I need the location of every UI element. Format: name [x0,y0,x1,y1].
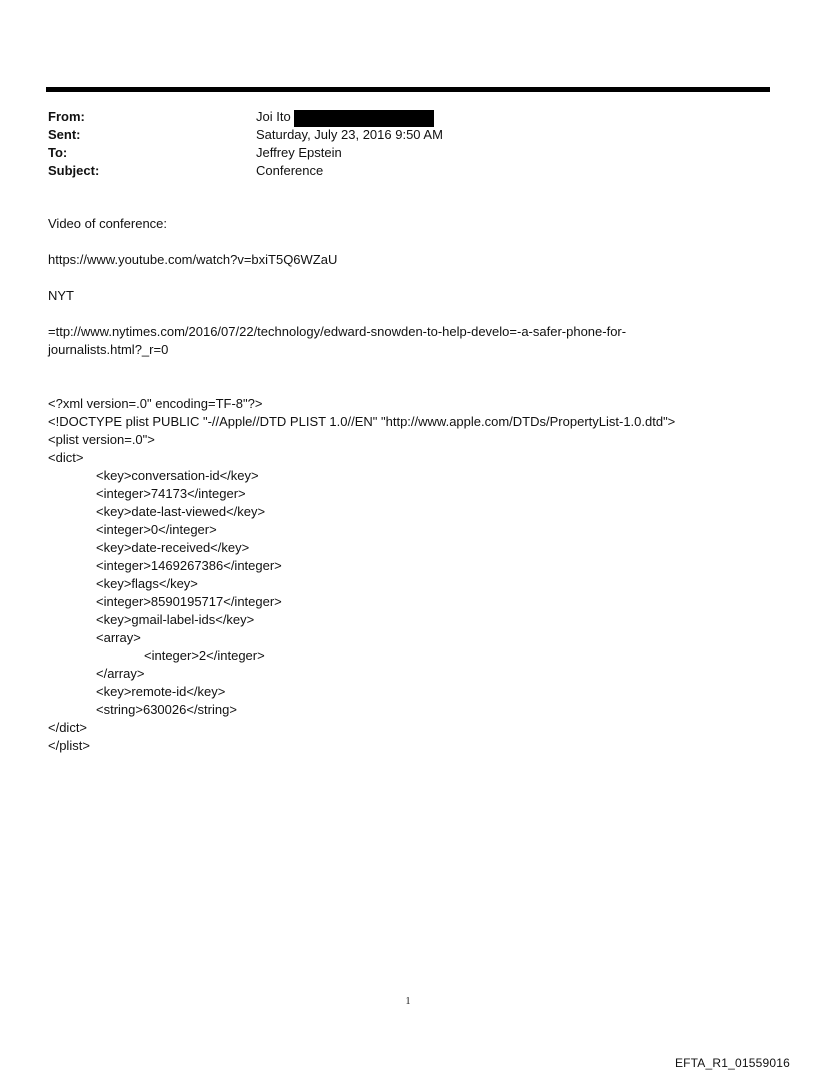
plist-line: <string>630026</string> [96,702,237,717]
nyt-link-line-1[interactable]: =ttp://www.nytimes.com/2016/07/22/technology/edward-snowden-to-help-develo=-a-safer-phone-for- [48,324,627,339]
nyt-label: NYT [48,288,74,303]
plist-line: <dict> [48,450,84,465]
to-row [48,144,748,162]
plist-line: <integer>74173</integer> [96,486,246,501]
plist-line: <key>flags</key> [96,576,198,591]
sent-value: Saturday, July 23, 2016 9:50 AM [256,127,443,142]
to-label: To: [48,145,68,160]
intro-line: Video of conference: [48,216,168,231]
plist-line: </dict> [48,720,88,735]
from-label: From: [48,109,85,124]
email-body [48,215,788,755]
plist-line: <plist version=.0"> [48,432,155,447]
plist-line: <integer>2</integer> [144,648,265,663]
plist-line: <key>gmail-label-ids</key> [96,612,255,627]
page-number: 1 [405,996,411,1007]
plist-block [48,395,788,755]
subject-row [48,162,748,180]
plist-line: </plist> [48,738,90,753]
plist-line: <key>date-last-viewed</key> [96,504,266,519]
from-value-wrap [256,108,434,126]
plist-line: </array> [96,666,145,681]
youtube-link[interactable]: https://www.youtube.com/watch?v=bxiT5Q6WZaU [48,252,338,267]
plist-line: <?xml version=.0" encoding=TF-8"?> [48,396,263,411]
subject-value: Conference [256,163,324,178]
plist-line: <key>remote-id</key> [96,684,226,699]
sent-label: Sent: [48,127,81,142]
bates-number: EFTA_R1_01559016 [674,1056,790,1070]
plist-line: <integer>8590195717</integer> [96,594,282,609]
plist-line: <integer>0</integer> [96,522,217,537]
header-divider [46,87,770,92]
email-header [48,108,748,180]
plist-line: <array> [96,630,141,645]
plist-line: <key>conversation-id</key> [96,468,259,483]
plist-line: <integer>1469267386</integer> [96,558,282,573]
to-value: Jeffrey Epstein [256,145,342,160]
plist-line: <key>date-received</key> [96,540,250,555]
plist-line: <!DOCTYPE plist PUBLIC "-//Apple//DTD PLIST 1.0//EN" "http://www.apple.com/DTDs/PropertyList-1.0.dtd"> [48,414,676,429]
from-value: Joi Ito [256,109,291,124]
nyt-link-line-2[interactable]: journalists.html?_r=0 [48,342,169,357]
subject-label: Subject: [48,163,100,178]
sent-row [48,126,748,144]
redaction-box [294,110,434,127]
from-row [48,108,748,126]
